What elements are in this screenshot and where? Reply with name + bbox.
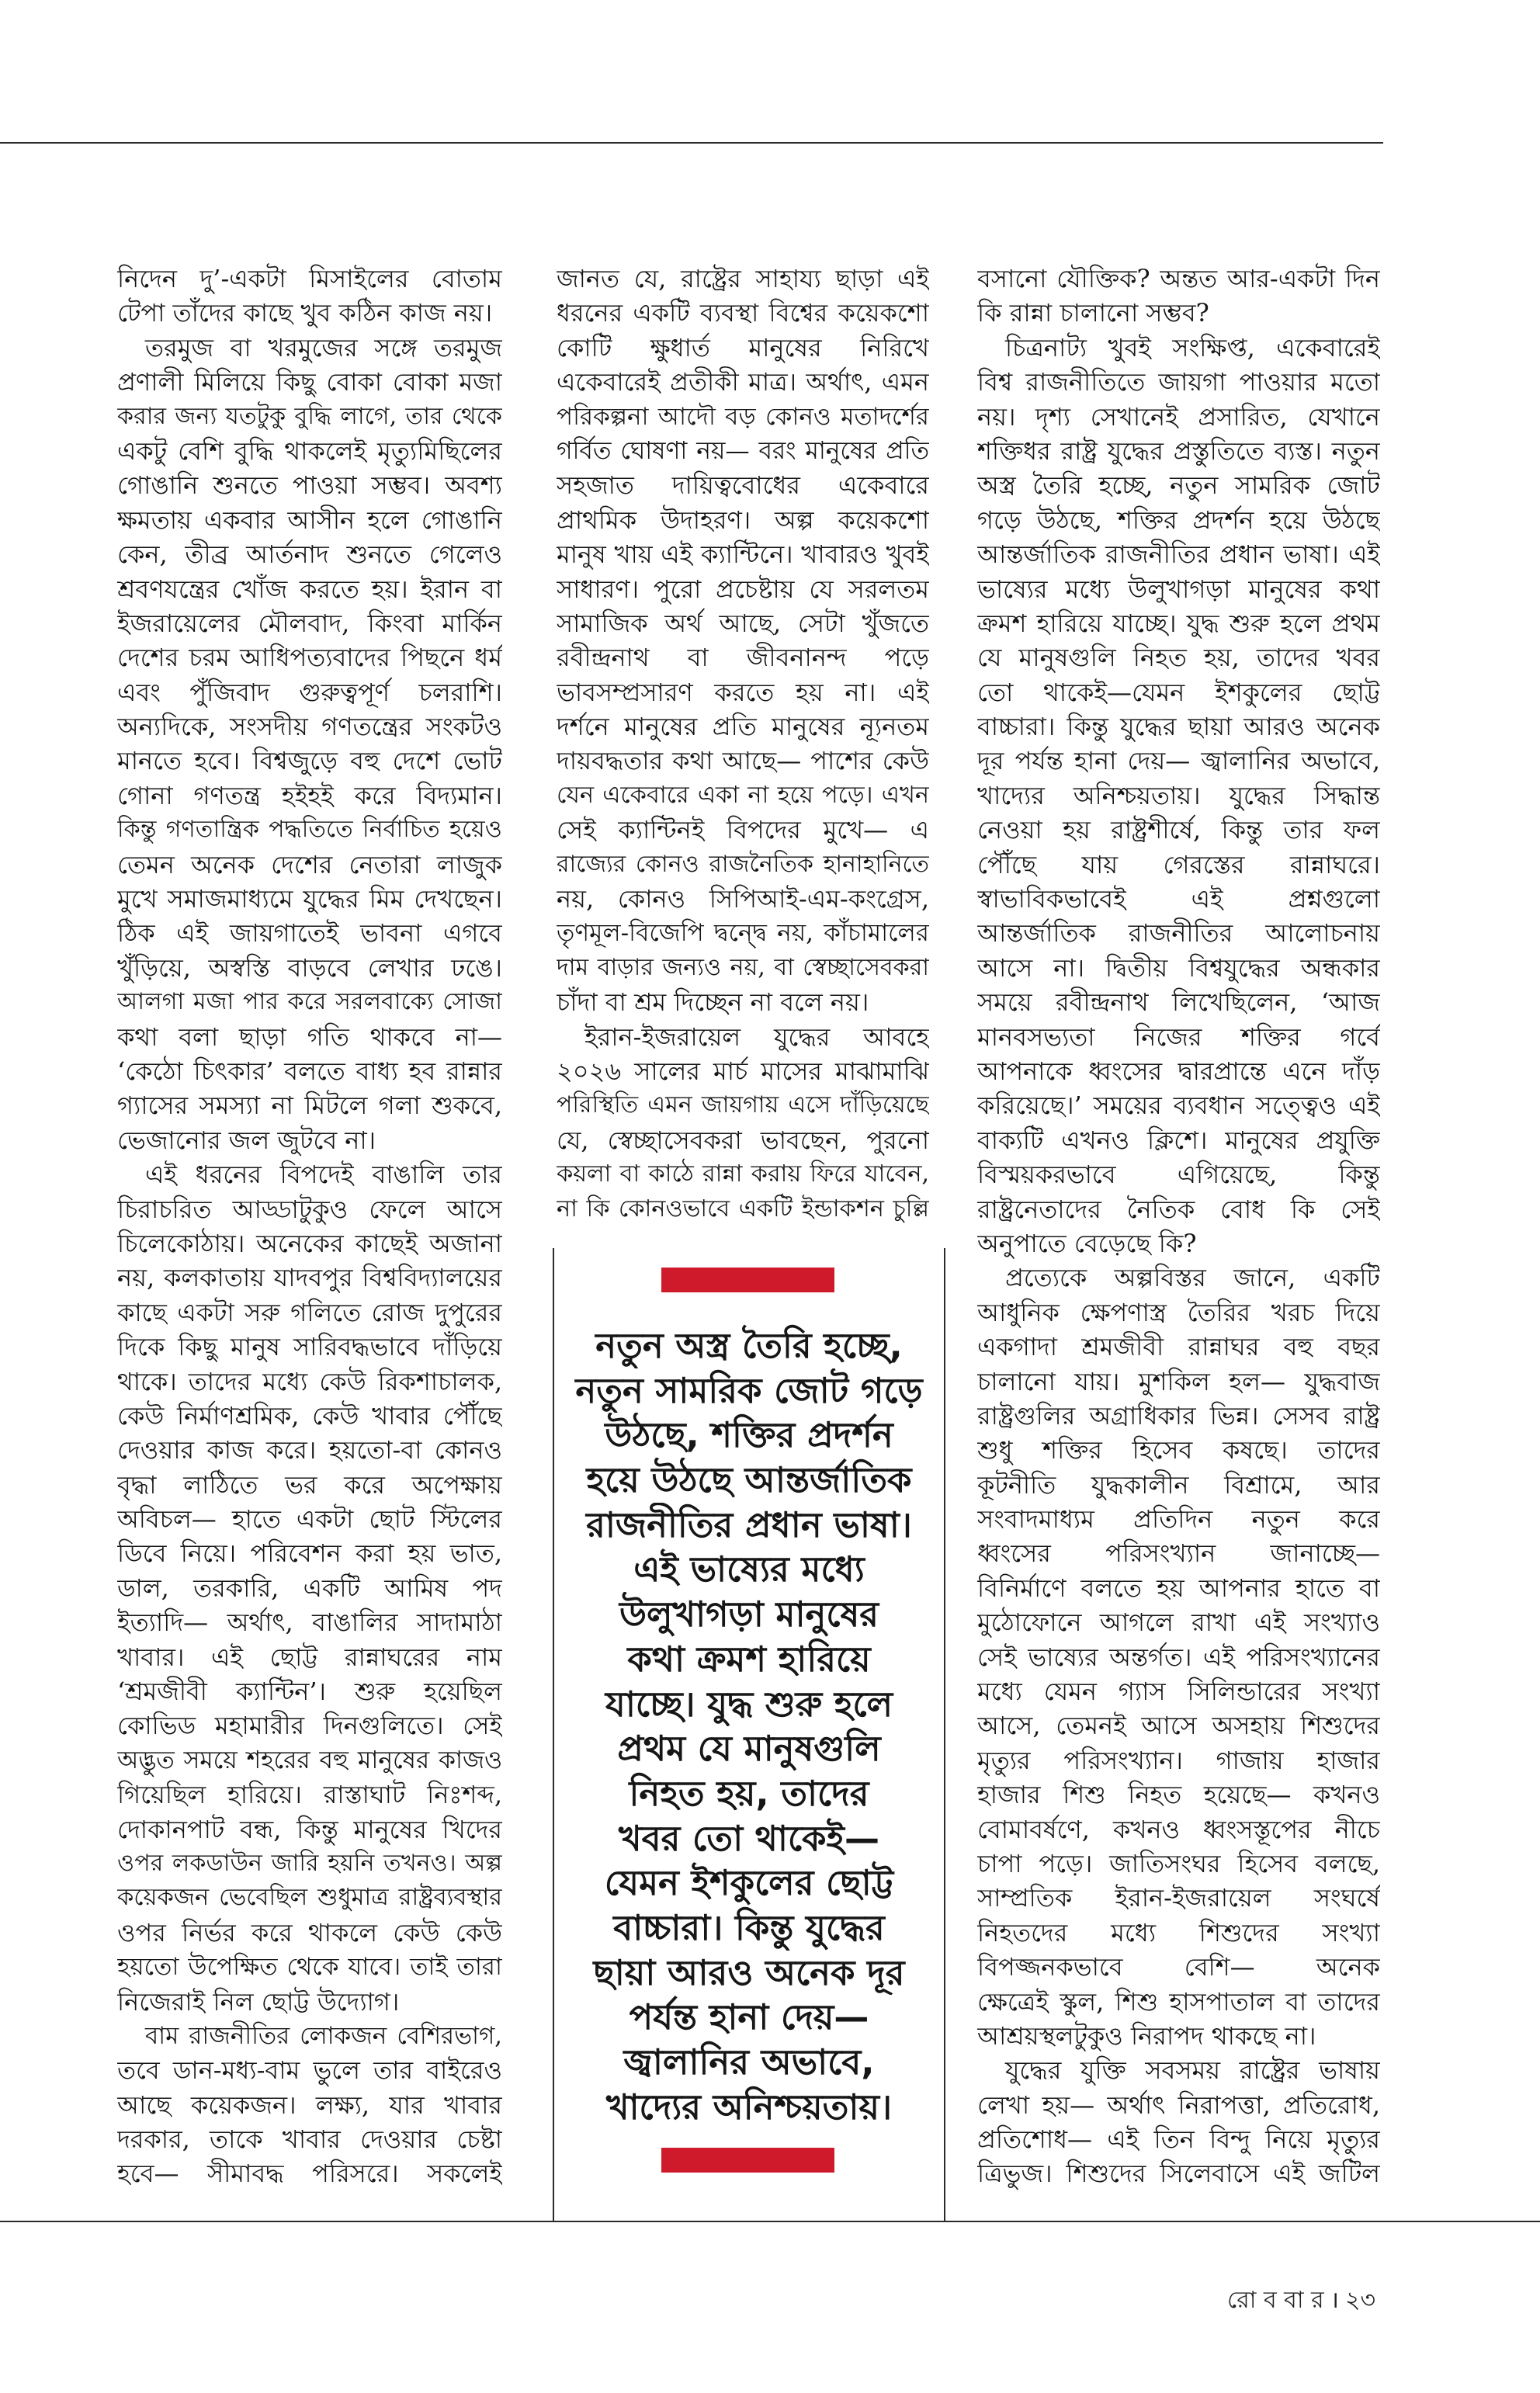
text-line: সাধারণ। পুরো প্রচেষ্টায় যে সরলতম	[557, 574, 929, 604]
text-line: ধরনের একটি ব্যবস্থা বিশ্বের কয়েকশো	[557, 298, 929, 328]
text-line: প্রতিশোধ— এই তিন বিন্দু নিয়ে মৃত্যুর	[977, 2124, 1380, 2155]
text-line: ক্ষমতায় একবার আসীন হলে গোঙানি	[117, 505, 502, 535]
text-line: যুদ্ধের যুক্তি সবসময় রাষ্ট্রের ভাষায়	[1005, 2055, 1380, 2086]
text-line: তবে ডান-মধ্য-বাম ভুলে তার বাইরেও	[117, 2055, 502, 2086]
text-line: দূর পর্যন্ত হানা দেয়— জ্বালানির অভাবে,	[977, 746, 1380, 776]
text-line: খাবার। এই ছোট্ট রান্নাঘরের নাম	[117, 1642, 502, 1672]
pull-quote-line: খবর তো থাকেই—	[619, 1817, 879, 1859]
text-line: কোটি ক্ষুধার্ত মানুষের নিরিখে	[557, 332, 929, 362]
text-line: ধ্বংসের পরিসংখ্যান জানাচ্ছে—	[977, 1538, 1380, 1569]
text-line: কেন, তীব্র আর্তনাদ শুনতে গেলেও	[117, 539, 502, 570]
text-line: হবে— সীমাবদ্ধ পরিসরে। সকলেই	[117, 2159, 502, 2189]
text-line: সহজাত দায়িত্ববোধের একেবারে	[557, 470, 929, 501]
text-line: দর্শনে মানুষের প্রতি মানুষের ন্যূনতম	[557, 712, 929, 742]
text-line: অন্যদিকে, সংসদীয় গণতন্ত্রের সংকটও	[117, 712, 502, 742]
text-line: আসে না। দ্বিতীয় বিশ্বযুদ্ধের অন্ধকার	[977, 952, 1380, 983]
text-line: ডাল, তরকারি, একটি আমিষ পদ	[117, 1573, 502, 1603]
text-line: সংবাদমাধ্যম প্রতিদিন নতুন করে	[977, 1504, 1380, 1535]
text-line: মুখে সমাজমাধ্যমে যুদ্ধের মিম দেখছেন।	[117, 884, 502, 914]
text-line: তৃণমূল-বিজেপি দ্বন্দ্বে নয়, কাঁচামালের	[557, 919, 929, 948]
text-line: কথা বলা ছাড়া গতি থাকবে না—	[117, 1021, 502, 1052]
text-line: একেবারেই প্রতীকী মাত্র। অর্থাৎ, এমন	[557, 367, 929, 397]
text-line: বাচ্চারা। কিন্তু যুদ্ধের ছায়া আরও অনেক	[977, 712, 1380, 742]
text-line: ভেজানোর জল জুটবে না।	[117, 1125, 376, 1155]
text-line: করার জন্য যতটুকু বুদ্ধি লাগে, তার থেকে	[117, 402, 502, 430]
text-line: মধ্যে যেমন গ্যাস সিলিন্ডারের সংখ্যা	[977, 1677, 1380, 1707]
text-line: আসে, তেমনই আসে অসহায় শিশুদের	[977, 1711, 1380, 1741]
text-line: চিলেকোঠায়। অনেকের কাছেই অজানা	[117, 1228, 502, 1258]
text-line: কয়েকজন ভেবেছিল শুধুমাত্র রাষ্ট্রব্যবস্থার	[117, 1884, 502, 1912]
text-line: দিকে কিছু মানুষ সারিবদ্ধভাবে দাঁড়িয়ে	[117, 1332, 502, 1362]
text-line: টেপা তাঁদের কাছে খুব কঠিন কাজ নয়।	[117, 298, 493, 328]
pull-quote-line: উঠছে, শক্তির প্রদর্শন	[605, 1414, 893, 1456]
text-line: খুঁড়িয়ে, অস্বস্তি বাড়বে লেখার ঢঙে।	[117, 952, 502, 983]
text-line: খাদ্যের অনিশ্চয়তায়। যুদ্ধের সিদ্ধান্ত	[977, 780, 1380, 810]
pull-quote-left-rule	[553, 1248, 554, 2221]
text-line: অবিচল— হাতে একটা ছোট স্টিলের	[117, 1504, 502, 1535]
text-line: ডিবে নিয়ে। পরিবেশন করা হয় ভাত,	[117, 1538, 502, 1569]
text-line: চাপা পড়ে। জাতিসংঘর হিসেব বলছে,	[977, 1848, 1380, 1878]
page-number: ২৩	[1344, 2287, 1375, 2314]
text-line: শক্তিধর রাষ্ট্র যুদ্ধের প্রস্তুতিতে ব্যস্ত। নতুন	[977, 435, 1380, 466]
text-line: বোমাবর্ষণে, কখনও ধ্বংসস্তূপের নীচে	[977, 1814, 1380, 1844]
pull-quote-line: পর্যন্ত হানা দেয়—	[629, 1996, 869, 2038]
text-line: নয়, কোনও সিপিআই-এম-কংগ্রেস,	[557, 884, 929, 914]
bottom-rule	[0, 2221, 1540, 2222]
text-line: চিরাচরিত আড্ডাটুকুও ফেলে আসে	[117, 1194, 502, 1224]
text-line: ভাষ্যের মধ্যে উলুখাগড়া মানুষের কথা	[977, 574, 1380, 604]
text-line: ওপর লকডাউন জারি হয়নি তখনও। অল্প	[117, 1849, 502, 1877]
text-line: প্রত্যেকে অল্পবিস্তর জানে, একটি	[1005, 1263, 1380, 1293]
pull-quote-line: নতুন সামরিক জোট গড়ে	[575, 1369, 923, 1411]
text-line: জানত যে, রাষ্ট্রের সাহায্য ছাড়া এই	[557, 264, 929, 293]
text-line: এবং পুঁজিবাদ গুরুত্বপূর্ণ চলরাশি।	[117, 677, 502, 707]
text-line: দাম বাড়ার জন্যও নয়, বা স্বেচ্ছাসেবকরা	[557, 953, 929, 981]
text-line: শ্রবণযন্ত্রের খোঁজ করতে হয়। ইরান বা	[117, 574, 502, 604]
text-line: চাঁদা বা শ্রম দিচ্ছেন না বলে নয়।	[557, 987, 869, 1018]
text-line: মৃত্যুর পরিসংখ্যান। গাজায় হাজার	[977, 1745, 1380, 1775]
text-line: আছে কয়েকজন। লক্ষ্য, যার খাবার	[117, 2090, 502, 2120]
pull-quote-line: এই ভাষ্যের মধ্যে	[633, 1549, 865, 1590]
pull-quote-line: যেমন ইশকুলের ছোট্ট	[604, 1862, 894, 1904]
text-line: নয়। দৃশ্য সেখানেই প্রসারিত, যেখানে	[977, 401, 1380, 432]
text-line: না কি কোনওভাবে একটি ইন্ডাকশন চুল্লি	[557, 1195, 929, 1223]
footer-separator: ।	[1330, 2287, 1339, 2314]
text-line: আপনাকে ধ্বংসের দ্বারপ্রান্তে এনে দাঁড়	[977, 1056, 1380, 1086]
text-line: ‘শ্রমজীবী ক্যান্টিন’। শুরু হয়েছিল	[117, 1677, 502, 1707]
text-line: একটু বেশি বুদ্ধি থাকলেই মৃত্যুমিছিলের	[117, 435, 502, 466]
magazine-name: রো ব বা র	[1227, 2287, 1324, 2314]
text-line: ত্রিভুজ। শিশুদের সিলেবাসে এই জটিল	[977, 2159, 1380, 2189]
text-line: থাকে। তাদের মধ্যে কেউ রিকশাচালক,	[117, 1366, 502, 1396]
text-line: শুধু শক্তির হিসেব কষছে। তাদের	[977, 1435, 1380, 1465]
text-line: বাম রাজনীতির লোকজন বেশিরভাগ,	[145, 2021, 502, 2050]
text-line: গোঙানি শুনতে পাওয়া সম্ভব। অবশ্য	[117, 470, 502, 501]
text-line: ২০২৬ সালের মার্চ মাসের মাঝামাঝি	[557, 1056, 929, 1086]
text-line: রাজ্যের কোনও রাজনৈতিক হানাহানিতে	[557, 850, 929, 878]
pull-quote-line: রাজনীতির প্রধান ভাষা।	[586, 1503, 912, 1545]
page-footer	[1227, 2285, 1375, 2316]
pull-quote-bottom-bar	[661, 2148, 834, 2173]
text-line: সাম্প্রতিক ইরান-ইজরায়েল সংঘর্ষে	[977, 1883, 1380, 1913]
text-line: দেশের চরম আধিপত্যবাদের পিছনে ধর্ম	[117, 643, 502, 673]
text-line: আধুনিক ক্ষেপণাস্ত্র তৈরির খরচ দিয়ে	[977, 1297, 1380, 1327]
text-line: নেওয়া হয় রাষ্ট্রশীর্ষে, কিন্তু তার ফল	[977, 815, 1380, 845]
text-line: বাক্যটি এখনও ক্লিশে। মানুষের প্রযুক্তি	[977, 1125, 1380, 1155]
text-line: এই ধরনের বিপদেই বাঙালি তার	[145, 1160, 502, 1190]
text-line: আন্তর্জাতিক রাজনীতির প্রধান ভাষা। এই	[977, 539, 1380, 570]
text-line: কোভিড মহামারীর দিনগুলিতে। সেই	[117, 1711, 502, 1741]
text-line: ক্ষেত্রেই স্কুল, শিশু হাসপাতাল বা তাদের	[977, 1986, 1380, 2017]
text-line: কি রান্না চালানো সম্ভব?	[977, 298, 1209, 328]
text-line: ওপর নির্ভর করে থাকলে কেউ কেউ	[117, 1917, 502, 1947]
text-line: হাজার শিশু নিহত হয়েছে— কখনও	[977, 1780, 1380, 1810]
text-line: আন্তর্জাতিক রাজনীতির আলোচনায়	[977, 918, 1380, 949]
text-line: নিদেন দু’-একটা মিসাইলের বোতাম	[117, 264, 502, 293]
text-line: গিয়েছিল হারিয়ে। রাস্তাঘাট নিঃশব্দ,	[117, 1780, 502, 1810]
text-line: ইত্যাদি— অর্থাৎ, বাঙালির সাদামাঠা	[117, 1607, 502, 1638]
text-line: তেমন অনেক দেশের নেতারা লাজুক	[117, 849, 502, 879]
text-line: লেখা হয়— অর্থাৎ নিরাপত্তা, প্রতিরোধ,	[977, 2090, 1380, 2120]
text-line: চিত্রনাট্য খুবই সংক্ষিপ্ত, একেবারেই	[1005, 332, 1380, 362]
text-line: বিশ্ব রাজনীতিতে জায়গা পাওয়ার মতো	[977, 367, 1380, 397]
text-line: যেন একেবারে একা না হয়ে পড়ে। এখন	[557, 781, 929, 809]
text-line: তো থাকেই—যেমন ইশকুলের ছোট্ট	[977, 677, 1380, 707]
text-line: কয়লা বা কাঠে রান্না করায় ফিরে যাবেন,	[557, 1160, 929, 1188]
text-line: অনুপাতে বেড়েছে কি?	[977, 1228, 1197, 1258]
text-line: মানতে হবে। বিশ্বজুড়ে বহু দেশে ভোট	[117, 746, 502, 776]
text-line: করিয়েছে।’ সময়ের ব্যবধান সত্ত্বেও এই	[977, 1091, 1380, 1121]
pull-quote-line: প্রথম যে মানুষগুলি	[617, 1728, 881, 1770]
text-line: গড়ে উঠছে, শক্তির প্রদর্শন হয়ে উঠছে	[977, 505, 1380, 535]
text-line: দায়বদ্ধতার কথা আছে— পাশের কেউ	[557, 746, 929, 776]
text-line: সময়ে রবীন্দ্রনাথ লিখেছিলেন, ‘আজ	[977, 987, 1380, 1018]
text-line: কিন্তু গণতান্ত্রিক পদ্ধতিতে নির্বাচিত হয়েও	[117, 816, 502, 844]
text-line: নিহতদের মধ্যে শিশুদের সংখ্যা	[977, 1917, 1380, 1947]
text-line: একগাদা শ্রমজীবী রান্নাঘর বহু বছর	[977, 1332, 1380, 1362]
text-line: সামাজিক অর্থ আছে, সেটা খুঁজতে	[557, 608, 929, 638]
pull-quote-top-bar	[661, 1268, 834, 1292]
pull-quote-line: হয়ে উঠছে আন্তর্জাতিক	[586, 1459, 912, 1501]
pull-quote-line: কথা ক্রমশ হারিয়ে	[627, 1638, 871, 1680]
pull-quote-line: উলুখাগড়া মানুষের	[619, 1594, 879, 1635]
text-line: আশ্রয়স্থলটুকুও নিরাপদ থাকছে না।	[977, 2020, 1316, 2051]
pull-quote-line: নতুন অস্ত্র তৈরি হচ্ছে,	[595, 1325, 903, 1366]
text-line: ক্রমশ হারিয়ে যাচ্ছে। যুদ্ধ শুরু হলে প্রথম	[977, 608, 1380, 638]
pull-quote-line: ছায়া আরও অনেক দূর	[593, 1951, 905, 1993]
text-line: পরিকল্পনা আদৌ বড় কোনও মতাদর্শের	[557, 402, 929, 431]
text-line: মানবসভ্যতা নিজের শক্তির গর্বে	[977, 1021, 1380, 1052]
column-3	[977, 262, 1380, 2191]
pull-quote-line: বাচ্চারা। কিন্তু যুদ্ধের	[613, 1906, 885, 1948]
text-line: স্বাভাবিকভাবেই এই প্রশ্নগুলো	[977, 884, 1380, 914]
text-line: কাছে একটা সরু গলিতে রোজ দুপুরের	[117, 1297, 502, 1327]
text-line: চালানো যায়। মুশকিল হল— যুদ্ধবাজ	[977, 1366, 1380, 1396]
text-line: মুঠোফোনে আগলে রাখা এই সংখ্যাও	[977, 1607, 1380, 1638]
text-line: পরিস্থিতি এমন জায়গায় এসে দাঁড়িয়েছে	[557, 1091, 929, 1119]
pull-quote-line: নিহত হয়, তাদের	[629, 1772, 869, 1814]
text-line: গর্বিত ঘোষণা নয়— বরং মানুষের প্রতি	[557, 436, 929, 465]
pull-quote-line: যাচ্ছে। যুদ্ধ শুরু হলে	[605, 1683, 893, 1725]
pull-quote-line: খাদ্যের অনিশ্চয়তায়।	[605, 2086, 893, 2128]
text-line: তরমুজ বা খরমুজের সঙ্গে তরমুজ	[145, 332, 502, 362]
text-line: ঠিক এই জায়গাতেই ভাবনা এগবে	[117, 918, 502, 949]
text-line: নিজেরাই নিল ছোট্ট উদ্যোগ।	[117, 1986, 400, 2017]
text-line: ইরান-ইজরায়েল যুদ্ধের আবহে	[584, 1021, 929, 1052]
text-line: কেউ নির্মাণশ্রমিক, কেউ খাবার পৌঁছে	[117, 1400, 502, 1431]
text-line: পৌঁছে যায় গেরস্তের রান্নাঘরে।	[977, 849, 1380, 879]
text-line: অদ্ভুত সময়ে শহরের বহু মানুষের কাজও	[117, 1746, 502, 1774]
text-line: ইজরায়েলের মৌলবাদ, কিংবা মার্কিন	[117, 608, 502, 638]
pull-quote	[571, 1323, 928, 2129]
text-line: প্রাথমিক উদাহরণ। অল্প কয়েকশো	[557, 505, 929, 535]
text-line: দোকানপাট বন্ধ, কিন্তু মানুষের খিদের	[117, 1814, 502, 1844]
pull-quote-right-rule	[944, 1248, 945, 2221]
text-line: গ্যাসের সমস্যা না মিটলে গলা শুকবে,	[117, 1091, 502, 1121]
text-line: নয়, কলকাতায় যাদবপুর বিশ্ববিদ্যালয়ের	[117, 1263, 502, 1293]
text-line: বিনির্মাণে বলতে হয় আপনার হাতে বা	[977, 1573, 1380, 1603]
text-line: রাষ্ট্রগুলির অগ্রাধিকার ভিন্ন। সেসব রাষ্ট্র	[977, 1400, 1380, 1431]
text-line: কূটনীতি যুদ্ধকালীন বিশ্রামে, আর	[977, 1469, 1380, 1500]
text-line: প্রণালী মিলিয়ে কিছু বোকা বোকা মজা	[117, 367, 502, 397]
text-line: রবীন্দ্রনাথ বা জীবনানন্দ পড়ে	[557, 643, 929, 673]
text-line: হয়তো উপেক্ষিত থেকে যাবে। তাই তারা	[117, 1953, 502, 1982]
text-line: দরকার, তাকে খাবার দেওয়ার চেষ্টা	[117, 2124, 502, 2155]
text-line: যে মানুষগুলি নিহত হয়, তাদের খবর	[977, 643, 1380, 673]
text-line: ‘কেঠো চিৎকার’ বলতে বাধ্য হব রান্নার	[117, 1056, 502, 1086]
text-line: বিস্ময়করভাবে এগিয়েছে, কিন্তু	[977, 1160, 1380, 1190]
column-2	[557, 262, 929, 1226]
text-line: যে, স্বেচ্ছাসেবকরা ভাবছেন, পুরনো	[557, 1125, 929, 1155]
text-line: দেওয়ার কাজ করে। হয়তো-বা কোনও	[117, 1435, 502, 1465]
text-line: বৃদ্ধা লাঠিতে ভর করে অপেক্ষায়	[117, 1469, 502, 1500]
text-line: সেই ভাষ্যের অন্তর্গত। এই পরিসংখ্যানের	[977, 1642, 1380, 1672]
text-line: অস্ত্র তৈরি হচ্ছে, নতুন সামরিক জোট	[977, 470, 1380, 501]
text-line: ভাবসম্প্রসারণ করতে হয় না। এই	[557, 677, 929, 707]
column-1	[117, 262, 502, 2191]
pull-quote-line: জ্বালানির অভাবে,	[623, 2041, 875, 2083]
text-line: গোনা গণতন্ত্র হইহই করে বিদ্যমান।	[117, 780, 502, 810]
text-line: মানুষ খায় এই ক্যান্টিনে। খাবারও খুবই	[557, 539, 929, 570]
text-line: আলগা মজা পার করে সরলবাক্যে সোজা	[117, 988, 502, 1016]
text-line: রাষ্ট্রনেতাদের নৈতিক বোধ কি সেই	[977, 1194, 1380, 1224]
text-line: বিপজ্জনকভাবে বেশি— অনেক	[977, 1952, 1380, 1982]
text-line: সেই ক্যান্টিনই বিপদের মুখে— এ	[557, 815, 929, 845]
top-rule	[0, 142, 1383, 144]
text-line: বসানো যৌক্তিক? অন্তত আর-একটা দিন	[977, 264, 1380, 293]
